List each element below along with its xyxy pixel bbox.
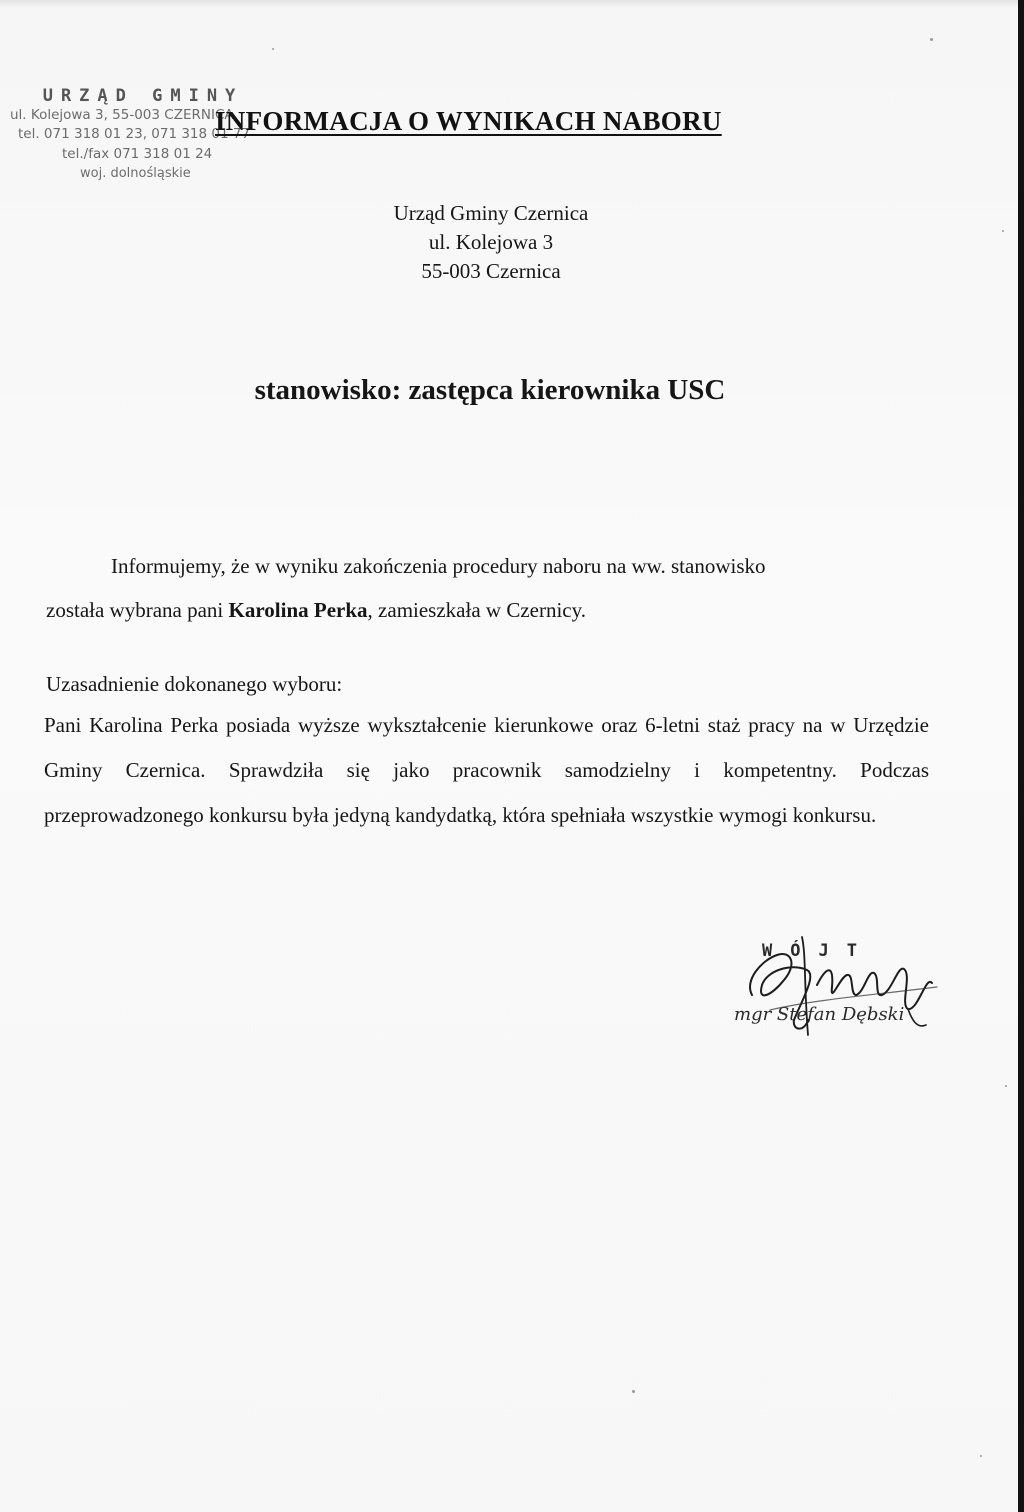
handwritten-signature	[722, 925, 952, 1045]
selected-candidate-name: Karolina Perka	[228, 598, 368, 622]
document-title: INFORMACJA O WYNIKACH NABORU	[215, 106, 722, 136]
scan-right-edge	[1018, 0, 1024, 1512]
position-heading: stanowisko: zastępca kierownika USC	[254, 374, 726, 406]
scan-speck	[930, 38, 933, 41]
scan-speck	[272, 48, 274, 50]
address-line-3: 55-003 Czernica	[421, 259, 561, 283]
address-line-1: Urząd Gminy Czernica	[393, 201, 589, 225]
scan-speck	[1002, 230, 1004, 232]
announcement-line-2	[46, 588, 586, 633]
announcement-line-1: Informujemy, że w wyniku zakończenia procedury naboru na ww. stanowisko	[111, 554, 766, 578]
stamp-fax: tel./fax 071 318 01 24	[62, 146, 213, 162]
stamp-address: ul. Kolejowa 3, 55-003 CZERNICA	[10, 107, 234, 123]
signature-stamp-title: WÓJT	[762, 941, 875, 961]
announcement-prefix: została wybrana pani	[46, 598, 229, 622]
signature-stamp-name: mgr Stefan Dębski	[734, 1004, 905, 1025]
scan-speck	[632, 1390, 635, 1393]
justification-heading: Uzasadnienie dokonanego wyboru:	[46, 672, 343, 696]
signature-block	[722, 925, 952, 1045]
justification-body: Pani Karolina Perka posiada wyższe wykształcenie kierunkowe oraz 6-letni staż pracy na w Urzędzie Gminy Czernica. Sprawdziła się jako pracownik samodzielny i kompetentny. Podczas przeprowadzonego konkursu była jedyną kandydatką, która spełniała wszystkie wymogi konkursu.	[44, 713, 929, 827]
stamp-region: woj. dolnośląskie	[80, 166, 191, 181]
scan-speck	[1005, 1085, 1007, 1087]
address-line-2: ul. Kolejowa 3	[428, 230, 554, 254]
scan-speck	[980, 1455, 982, 1457]
recipient-address	[290, 199, 692, 286]
scan-top-shadow	[0, 0, 1024, 8]
stamp-phone: tel. 071 318 01 23, 071 318 01 77	[18, 126, 251, 142]
announcement-suffix: , zamieszkała w Czernicy.	[367, 598, 586, 622]
stamp-title: URZĄD GMINY	[42, 86, 244, 106]
